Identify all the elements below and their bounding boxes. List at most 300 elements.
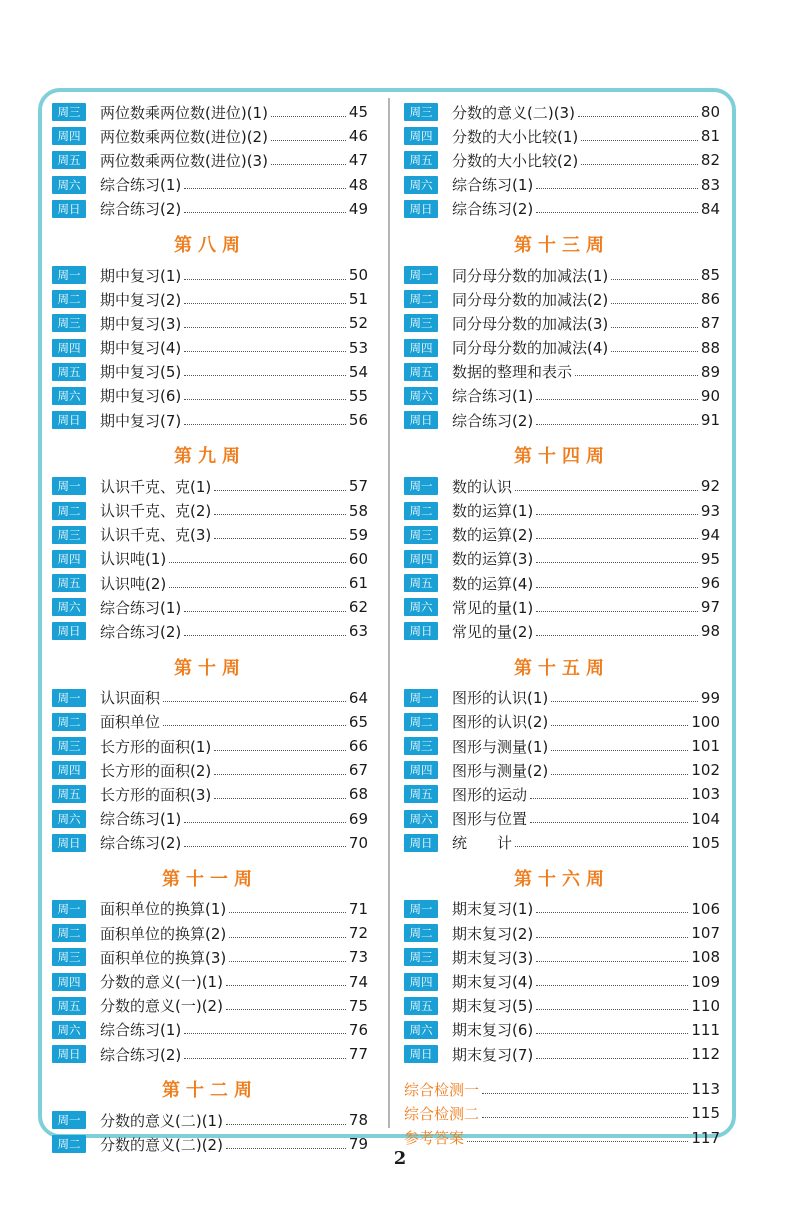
extra-entry[interactable] (404, 1126, 720, 1150)
entry-title: 数的运算(3) (452, 550, 534, 569)
entry-page: 111 (691, 1020, 720, 1039)
entry-page: 85 (700, 266, 720, 285)
day-badge: 周五 (52, 997, 86, 1015)
entry-title: 综合检测二 (404, 1104, 480, 1123)
entry-page: 52 (348, 314, 368, 333)
dot-leader (551, 701, 698, 702)
week-heading: 第十三周 (514, 234, 610, 256)
dot-leader (482, 1093, 688, 1094)
entry-title: 认识面积 (100, 689, 161, 708)
dot-leader (184, 327, 346, 328)
toc-entry[interactable] (52, 336, 368, 360)
dot-leader (184, 375, 346, 376)
dot-leader (271, 140, 346, 141)
entry-title: 数的运算(4) (452, 574, 534, 593)
entry-title: 期中复习(7) (100, 411, 182, 430)
day-badge: 周四 (404, 127, 438, 145)
entry-page: 74 (348, 972, 368, 991)
dot-leader (184, 303, 346, 304)
toc-entry[interactable] (52, 263, 368, 287)
toc-entry[interactable] (404, 897, 720, 921)
day-badge: 周二 (52, 713, 86, 731)
day-badge: 周一 (404, 689, 438, 707)
dot-leader (214, 798, 346, 799)
dot-leader (536, 937, 688, 938)
toc-entry[interactable] (52, 969, 368, 993)
toc-entry[interactable] (52, 758, 368, 782)
entry-title: 期中复习(5) (100, 363, 182, 382)
right-column (404, 100, 720, 1150)
entry-page: 64 (348, 688, 368, 707)
day-badge: 周日 (52, 1045, 86, 1063)
dot-leader (611, 327, 698, 328)
day-badge: 周五 (404, 997, 438, 1015)
entry-title: 综合练习(1) (100, 598, 182, 617)
day-badge: 周三 (404, 314, 438, 332)
entry-page: 79 (348, 1135, 368, 1154)
toc-entry[interactable] (52, 523, 368, 547)
entry-page: 80 (700, 103, 720, 122)
day-badge: 周三 (52, 948, 86, 966)
dot-leader (536, 912, 688, 913)
entry-title: 综合检测一 (404, 1080, 480, 1099)
dot-leader (530, 822, 688, 823)
dot-leader (536, 1033, 688, 1034)
week-heading: 第十四周 (514, 446, 610, 468)
day-badge: 周三 (52, 737, 86, 755)
toc-entry[interactable] (404, 197, 720, 221)
dot-leader (536, 514, 698, 515)
dot-leader (515, 490, 698, 491)
entry-title: 期中复习(6) (100, 387, 182, 406)
dot-leader (184, 279, 346, 280)
toc-entry[interactable] (52, 474, 368, 498)
entry-page: 49 (348, 199, 368, 218)
dot-leader (536, 1009, 688, 1010)
entry-page: 92 (700, 477, 720, 496)
entry-title: 图形的认识(2) (452, 713, 549, 732)
toc-entry[interactable] (52, 782, 368, 806)
entry-page: 78 (348, 1111, 368, 1130)
entry-title: 综合练习(2) (452, 200, 534, 219)
entry-title: 综合练习(2) (100, 200, 182, 219)
entry-title: 图形与测量(2) (452, 761, 549, 780)
toc-entry[interactable] (52, 595, 368, 619)
dot-leader (536, 611, 698, 612)
entry-page: 61 (348, 574, 368, 593)
toc-entry[interactable] (52, 686, 368, 710)
dot-leader (581, 140, 698, 141)
entry-title: 图形的认识(1) (452, 689, 549, 708)
dot-leader (581, 164, 698, 165)
week-heading: 第十六周 (514, 868, 610, 890)
dot-leader (536, 562, 698, 563)
entry-page: 91 (700, 411, 720, 430)
entry-page: 55 (348, 386, 368, 405)
dot-leader (271, 164, 346, 165)
entry-title: 综合练习(1) (100, 1021, 182, 1040)
day-badge: 周六 (52, 176, 86, 194)
day-badge: 周四 (52, 550, 86, 568)
day-badge: 周五 (404, 363, 438, 381)
entry-page: 97 (700, 598, 720, 617)
dot-leader (536, 212, 698, 213)
day-badge: 周四 (52, 339, 86, 357)
toc-entry[interactable] (404, 1018, 720, 1042)
entry-title: 认识吨(2) (100, 574, 167, 593)
day-badge: 周五 (52, 785, 86, 803)
entry-page: 93 (700, 501, 720, 520)
toc-entry[interactable] (52, 734, 368, 758)
toc-entry[interactable] (52, 807, 368, 831)
entry-title: 认识千克、克(1) (100, 477, 212, 496)
day-badge: 周三 (404, 103, 438, 121)
dot-leader (536, 538, 698, 539)
toc-entry[interactable] (404, 1042, 720, 1066)
toc-entry[interactable] (404, 384, 720, 408)
entry-title: 综合练习(2) (100, 622, 182, 641)
entry-page: 59 (348, 525, 368, 544)
dot-leader (226, 985, 346, 986)
toc-entry[interactable] (404, 287, 720, 311)
entry-title: 分数的意义(二)(3) (452, 103, 575, 122)
entry-title: 图形与测量(1) (452, 737, 549, 756)
toc-entry[interactable] (404, 831, 720, 855)
toc-entry[interactable] (52, 897, 368, 921)
toc-entry[interactable] (404, 758, 720, 782)
toc-entry[interactable] (52, 994, 368, 1018)
entry-page: 76 (348, 1020, 368, 1039)
entry-title: 图形与位置 (452, 810, 528, 829)
entry-title: 期末复习(5) (452, 997, 534, 1016)
day-badge: 周一 (404, 266, 438, 284)
left-column (52, 100, 368, 1157)
day-badge: 周六 (404, 810, 438, 828)
entry-title: 参考答案 (404, 1129, 465, 1148)
dot-leader (163, 701, 346, 702)
entry-title: 同分母分数的加减法(1) (452, 266, 609, 285)
entry-title: 数的运算(1) (452, 502, 534, 521)
toc-entry[interactable] (52, 173, 368, 197)
day-badge: 周二 (52, 290, 86, 308)
entry-page: 70 (348, 833, 368, 852)
toc-entry[interactable] (52, 498, 368, 522)
dot-leader (184, 1033, 346, 1034)
entry-page: 84 (700, 199, 720, 218)
toc-entry[interactable] (404, 807, 720, 831)
dot-leader (536, 635, 698, 636)
entry-title: 分数的大小比较(2) (452, 151, 579, 170)
day-badge: 周五 (52, 151, 86, 169)
dot-leader (163, 725, 346, 726)
toc-entry[interactable] (404, 498, 720, 522)
day-badge: 周一 (52, 689, 86, 707)
page-number: 2 (393, 1148, 407, 1169)
entry-title: 同分母分数的加减法(2) (452, 290, 609, 309)
entry-title: 期中复习(3) (100, 314, 182, 333)
toc-entry[interactable] (52, 100, 368, 124)
day-badge: 周日 (52, 622, 86, 640)
entry-page: 105 (691, 833, 720, 852)
entry-title: 期中复习(2) (100, 290, 182, 309)
day-badge: 周五 (52, 574, 86, 592)
entry-title: 同分母分数的加减法(3) (452, 314, 609, 333)
entry-title: 常见的量(1) (452, 598, 534, 617)
entry-page: 101 (691, 737, 720, 756)
entry-page: 69 (348, 809, 368, 828)
toc-entry[interactable] (52, 710, 368, 734)
entry-title: 认识千克、克(3) (100, 526, 212, 545)
day-badge: 周六 (52, 387, 86, 405)
week-heading: 第十二周 (162, 1080, 258, 1102)
entry-title: 期末复习(3) (452, 948, 534, 967)
dot-leader (611, 279, 698, 280)
entry-page: 45 (348, 103, 368, 122)
entry-page: 62 (348, 598, 368, 617)
dot-leader (515, 846, 688, 847)
day-badge: 周日 (404, 200, 438, 218)
toc-entry[interactable] (404, 595, 720, 619)
toc-entry[interactable] (52, 197, 368, 221)
entry-title: 综合练习(2) (452, 411, 534, 430)
day-badge: 周日 (404, 1045, 438, 1063)
entry-page: 115 (691, 1104, 720, 1123)
toc-entry[interactable] (52, 1018, 368, 1042)
day-badge: 周六 (404, 176, 438, 194)
entry-title: 期中复习(1) (100, 266, 182, 285)
dot-leader (536, 424, 698, 425)
dot-leader (551, 725, 688, 726)
dot-leader (169, 587, 346, 588)
day-badge: 周二 (404, 502, 438, 520)
toc-entry[interactable] (404, 945, 720, 969)
toc-entry[interactable] (404, 994, 720, 1018)
dot-leader (530, 798, 688, 799)
dot-leader (482, 1117, 688, 1118)
day-badge: 周二 (404, 290, 438, 308)
week-heading: 第十一周 (162, 868, 258, 890)
entry-page: 87 (700, 314, 720, 333)
toc-entry[interactable] (404, 782, 720, 806)
entry-title: 面积单位的换算(1) (100, 900, 227, 919)
entry-page: 66 (348, 737, 368, 756)
toc-entry[interactable] (404, 336, 720, 360)
day-badge: 周五 (404, 785, 438, 803)
toc-entry[interactable] (404, 710, 720, 734)
toc-entry[interactable] (404, 686, 720, 710)
entry-title: 期中复习(4) (100, 339, 182, 358)
entry-title: 综合练习(1) (452, 387, 534, 406)
dot-leader (551, 774, 688, 775)
entry-title: 长方形的面积(3) (100, 785, 212, 804)
day-badge: 周三 (52, 314, 86, 332)
toc-entry[interactable] (52, 124, 368, 148)
entry-page: 103 (691, 785, 720, 804)
entry-title: 长方形的面积(1) (100, 737, 212, 756)
entry-page: 106 (691, 899, 720, 918)
entry-title: 统 计 (452, 834, 513, 853)
toc-entry[interactable] (404, 921, 720, 945)
toc-entry[interactable] (404, 124, 720, 148)
entry-title: 分数的意义(二)(2) (100, 1135, 223, 1154)
day-badge: 周四 (52, 973, 86, 991)
dot-leader (536, 1058, 688, 1059)
day-badge: 周二 (52, 502, 86, 520)
dot-leader (214, 514, 346, 515)
dot-leader (575, 375, 698, 376)
toc-entry[interactable] (52, 831, 368, 855)
day-badge: 周三 (52, 526, 86, 544)
entry-page: 90 (700, 386, 720, 405)
day-badge: 周日 (404, 622, 438, 640)
dot-leader (536, 961, 688, 962)
entry-page: 57 (348, 477, 368, 496)
day-badge: 周五 (52, 363, 86, 381)
entry-title: 长方形的面积(2) (100, 761, 212, 780)
toc-entry[interactable] (404, 734, 720, 758)
entry-page: 88 (700, 338, 720, 357)
entry-title: 期末复习(6) (452, 1021, 534, 1040)
toc-entry[interactable] (52, 1108, 368, 1132)
toc-entry[interactable] (52, 148, 368, 172)
entry-page: 53 (348, 338, 368, 357)
toc-entry[interactable] (52, 921, 368, 945)
day-badge: 周一 (52, 1111, 86, 1129)
day-badge: 周一 (52, 477, 86, 495)
dot-leader (578, 116, 698, 117)
entry-page: 63 (348, 622, 368, 641)
dot-leader (271, 116, 346, 117)
day-badge: 周一 (404, 477, 438, 495)
dot-leader (214, 490, 346, 491)
entry-title: 同分母分数的加减法(4) (452, 339, 609, 358)
entry-page: 99 (700, 688, 720, 707)
entry-title: 面积单位的换算(3) (100, 948, 227, 967)
dot-leader (536, 985, 688, 986)
day-badge: 周六 (404, 598, 438, 616)
toc-entry[interactable] (52, 408, 368, 432)
entry-title: 综合练习(2) (100, 1045, 182, 1064)
entry-page: 89 (700, 362, 720, 381)
day-badge: 周六 (52, 810, 86, 828)
toc-entry[interactable] (52, 311, 368, 335)
entry-page: 54 (348, 362, 368, 381)
entry-page: 60 (348, 549, 368, 568)
entry-title: 分数的大小比较(1) (452, 127, 579, 146)
entry-page: 67 (348, 761, 368, 780)
entry-title: 综合练习(2) (100, 834, 182, 853)
dot-leader (611, 351, 698, 352)
entry-page: 117 (691, 1128, 720, 1147)
toc-entry[interactable] (404, 969, 720, 993)
dot-leader (184, 212, 346, 213)
entry-page: 50 (348, 266, 368, 285)
toc-entry[interactable] (52, 547, 368, 571)
day-badge: 周四 (404, 339, 438, 357)
day-badge: 周日 (404, 834, 438, 852)
dot-leader (229, 912, 346, 913)
toc-entry[interactable] (404, 408, 720, 432)
entry-title: 期末复习(2) (452, 924, 534, 943)
dot-leader (226, 1009, 346, 1010)
toc-entry[interactable] (52, 287, 368, 311)
dot-leader (214, 774, 346, 775)
day-badge: 周三 (404, 526, 438, 544)
day-badge: 周六 (404, 387, 438, 405)
entry-page: 108 (691, 948, 720, 967)
toc-entry[interactable] (404, 173, 720, 197)
day-badge: 周一 (52, 900, 86, 918)
entry-title: 两位数乘两位数(进位)(2) (100, 127, 268, 146)
entry-title: 综合练习(1) (452, 176, 534, 195)
entry-title: 分数的意义(一)(2) (100, 997, 223, 1016)
dot-leader (184, 846, 346, 847)
entry-page: 46 (348, 127, 368, 146)
day-badge: 周二 (52, 924, 86, 942)
toc-entry[interactable] (404, 523, 720, 547)
toc-entry[interactable] (52, 360, 368, 384)
entry-page: 51 (348, 290, 368, 309)
day-badge: 周四 (404, 550, 438, 568)
toc-entry[interactable] (52, 619, 368, 643)
entry-page: 82 (700, 151, 720, 170)
day-badge: 周日 (52, 834, 86, 852)
entry-page: 73 (348, 948, 368, 967)
day-badge: 周日 (52, 411, 86, 429)
dot-leader (226, 1124, 346, 1125)
day-badge: 周一 (404, 900, 438, 918)
entry-page: 86 (700, 290, 720, 309)
extra-entry[interactable] (404, 1077, 720, 1101)
toc-entry[interactable] (404, 360, 720, 384)
toc-entry[interactable] (404, 571, 720, 595)
toc-entry[interactable] (404, 100, 720, 124)
entry-page: 112 (691, 1045, 720, 1064)
toc-entry[interactable] (404, 619, 720, 643)
entry-title: 期末复习(4) (452, 973, 534, 992)
entry-page: 113 (691, 1080, 720, 1099)
dot-leader (184, 635, 346, 636)
day-badge: 周四 (404, 973, 438, 991)
entry-page: 58 (348, 501, 368, 520)
day-badge: 周五 (404, 574, 438, 592)
toc-entry[interactable] (404, 474, 720, 498)
toc-entry[interactable] (404, 547, 720, 571)
toc-entry[interactable] (404, 148, 720, 172)
extra-entry[interactable] (404, 1101, 720, 1125)
toc-entry[interactable] (52, 1042, 368, 1066)
entry-title: 面积单位的换算(2) (100, 924, 227, 943)
day-badge: 周日 (404, 411, 438, 429)
entry-page: 94 (700, 525, 720, 544)
dot-leader (229, 961, 346, 962)
dot-leader (229, 937, 346, 938)
entry-title: 期末复习(1) (452, 900, 534, 919)
spacer (404, 1066, 720, 1077)
week-heading: 第十五周 (514, 657, 610, 679)
dot-leader (467, 1141, 688, 1142)
entry-page: 98 (700, 622, 720, 641)
toc-entry[interactable] (52, 384, 368, 408)
entry-page: 81 (700, 127, 720, 146)
dot-leader (214, 750, 346, 751)
toc-entry[interactable] (52, 571, 368, 595)
toc-entry[interactable] (52, 945, 368, 969)
toc-entry[interactable] (404, 311, 720, 335)
toc-entry[interactable] (404, 263, 720, 287)
day-badge: 周四 (52, 127, 86, 145)
entry-page: 56 (348, 411, 368, 430)
